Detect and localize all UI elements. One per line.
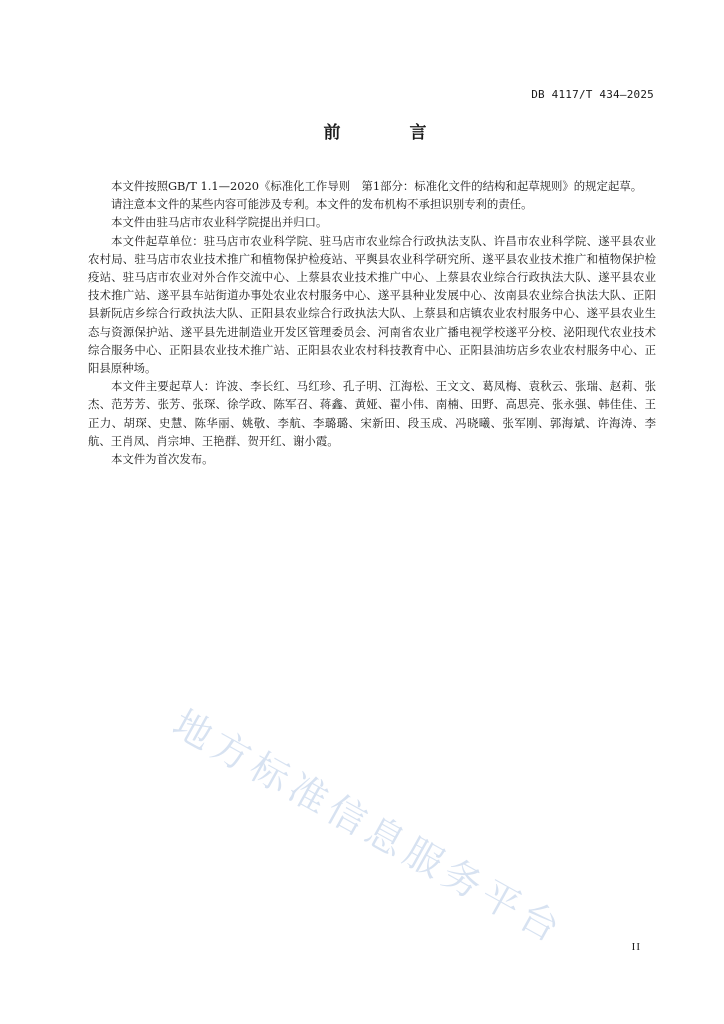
page-number: II: [631, 941, 641, 953]
paragraph-proposer: 本文件由驻马店市农业科学院提出并归口。: [111, 215, 328, 230]
paragraph-drafters: 本文件主要起草人：许波、李长红、马红珍、孔子明、江海松、王文文、葛凤梅、袁秋云、张瑞、赵莉、张杰、范芳芳、张芳、张琛、徐学政、陈军召、蒋鑫、黄娅、翟小伟、南楠、田野、高思亮、张永强、韩佳佳、王正力、胡琛、史慧、陈华丽、姚敬、李航、李璐璐、宋新田、段玉成、冯晓曦、张军刚、郭海斌、许海涛、李航、王肖凤、肖宗坤、王艳群、贺开红、谢小霞。: [88, 379, 656, 448]
foreword-body: [88, 177, 656, 468]
paragraph-drafting-units: 本文件起草单位：驻马店市农业科学院、驻马店市农业综合行政执法支队、许昌市农业科学院、遂平县农业农村局、驻马店市农业技术推广和植物保护检疫站、平舆县农业科学研究所、遂平县农业技术推广和植物保护检疫站、驻马店市农业对外合作交流中心、上蔡县农业技术推广中心、上蔡县农业综合行政执法大队、遂平县农业技术推广站、遂平县车站街道办事处农业农村服务中心、遂平县种业发展中心、汝南县农业综合执法大队、正阳县新阮店乡综合行政执法大队、正阳县农业综合行政执法大队、上蔡县和店镇农业农村服务中心、遂平县农业生态与资源保护站、遂平县先进制造业开发区管理委员会、河南省农业广播电视学校遂平分校、泌阳现代农业技术综合服务中心、正阳县农业技术推广站、正阳县农业农村科技教育中心、正阳县油坊店乡农业农村服务中心、正阳县原种场。: [88, 233, 656, 376]
document-code: DB 4117/T 434—2025: [531, 88, 654, 101]
paragraph-patent-notice: 请注意本文件的某些内容可能涉及专利。本文件的发布机构不承担识别专利的责任。: [111, 197, 533, 212]
paragraph-drafting-rules: 本文件按照GB/T 1.1—2020《标准化工作导则 第1部分：标准化文件的结构和起草规则》的规定起草。: [111, 179, 643, 193]
page-title: 前 言: [323, 123, 453, 143]
paragraph-first-release: 本文件为首次发布。: [111, 452, 214, 467]
watermark: 地方标准信息服务平台: [165, 701, 572, 954]
